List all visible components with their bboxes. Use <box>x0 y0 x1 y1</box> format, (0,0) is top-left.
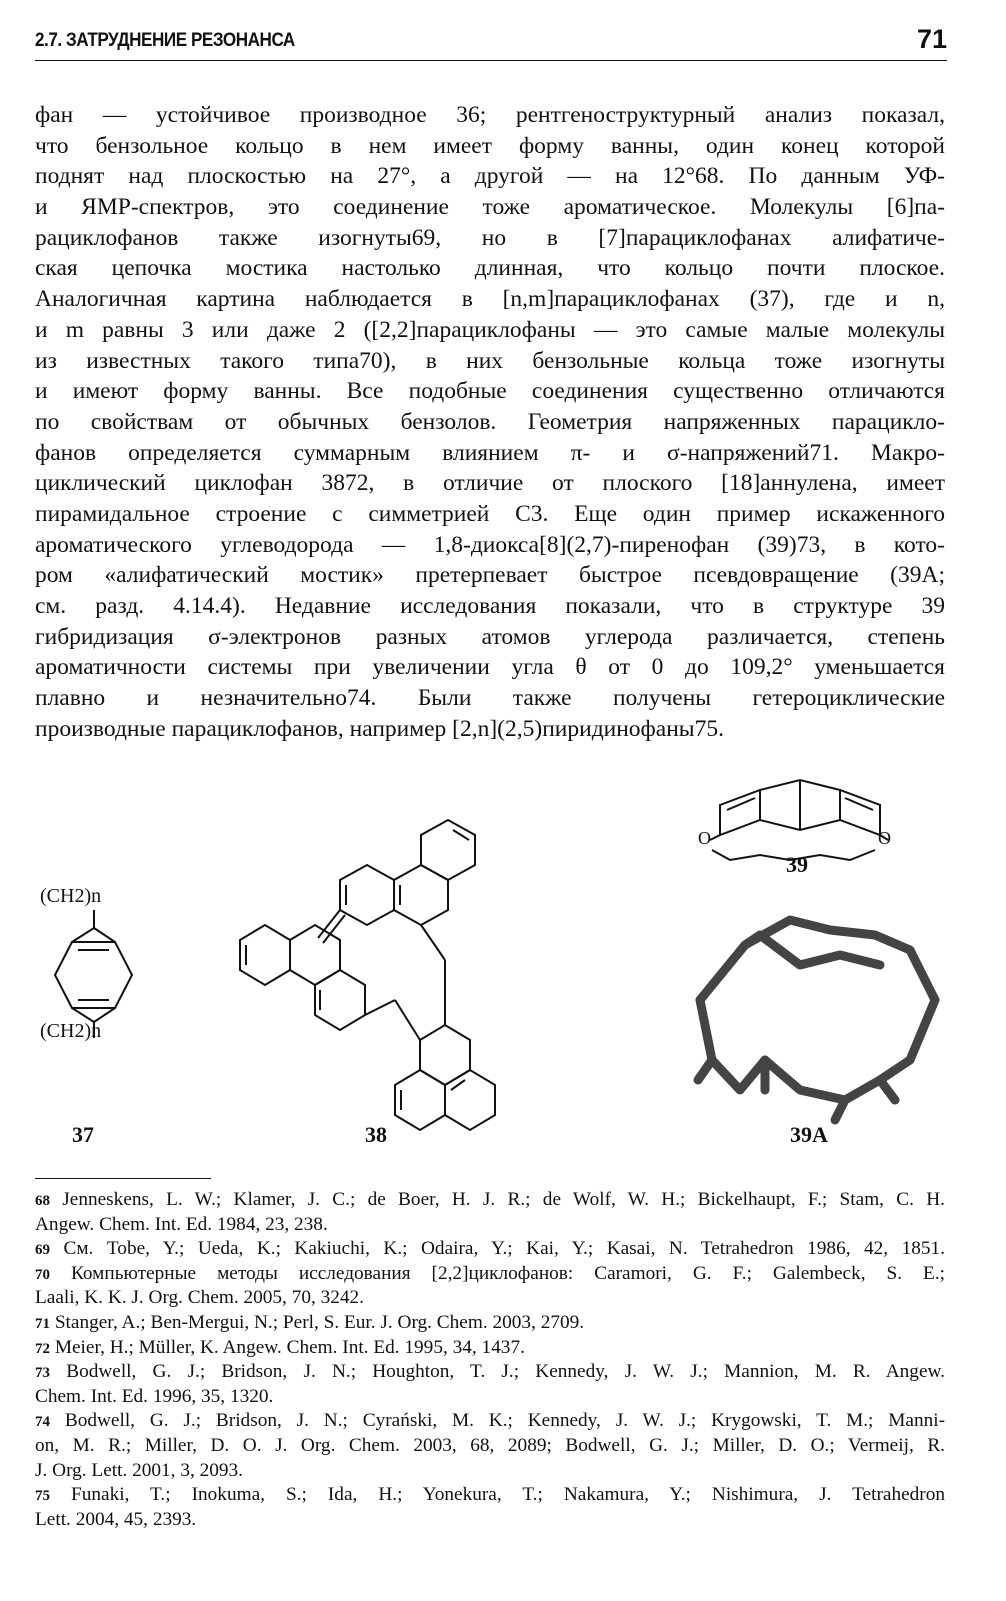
body-line: ароматического углеводорода — 1,8-диокса[8](2,7)-пиренофан (39)73, в кото- <box>35 531 945 558</box>
footnote-line: J. Org. Lett. 2001, 3, 2093. <box>35 1459 243 1481</box>
body-line: и имеют форму ванны. Все подобные соединения существенно отличаются <box>35 378 945 405</box>
body-line: циклический циклофан 3872, в отличие от плоского [18]аннулена, имеет <box>35 470 945 497</box>
footnotes <box>35 1188 945 1532</box>
structure-39 <box>710 780 888 860</box>
label-38: 38 <box>365 1122 387 1147</box>
page-header <box>35 26 947 62</box>
footnote-line: Lett. 2004, 45, 2393. <box>35 1508 197 1530</box>
body-line: и m равны 3 или даже 2 ([2,2]парациклофаны — это самые малые молекулы <box>35 316 945 343</box>
body-line: поднят над плоскостью на 27°, а другой — на 12°68. По данным УФ- <box>35 163 945 190</box>
footnote-line: Laali, K. K. J. Org. Chem. 2005, 70, 3242. <box>35 1287 365 1309</box>
header-rule <box>35 60 947 61</box>
running-title: 2.7. ЗАТРУДНЕНИЕ РЕЗОНАНСА <box>35 30 295 51</box>
body-line: и ЯМР-спектров, это соединение тоже ароматическое. Молекулы [6]па- <box>35 194 945 221</box>
body-line: из известных такого типа70), в них бензольные кольца тоже изогнуты <box>35 347 945 374</box>
structure-39a <box>698 920 935 1120</box>
body-line: Аналогичная картина наблюдается в [n,m]парациклофанах (37), где и n, <box>35 286 945 313</box>
footnote-line: 71 Stanger, A.; Ben-Mergui, N.; Perl, S. Eur. J. Org. Chem. 2003, 2709. <box>35 1311 585 1333</box>
body-line: фан — устойчивое производное 36; рентгеноструктурный анализ показал, <box>35 102 945 128</box>
footnote-line: 74 Bodwell, G. J.; Bridson, J. N.; Cyrański, M. K.; Kennedy, J. W. J.; Krygowski, T. M.; Manni- <box>35 1410 945 1432</box>
body-line: рациклофанов также изогнуты69, но в [7]парациклофанах алифатиче- <box>35 224 945 251</box>
oxygen-left-label: O <box>698 828 711 848</box>
body-line: фанов определяется суммарным влиянием π- и σ-напряжений71. Макро- <box>35 439 945 466</box>
label-39a: 39A <box>790 1122 828 1147</box>
structure-37 <box>55 910 132 1038</box>
body-line: по свойствам от обычных бензолов. Геометрия напряженных парациклo- <box>35 408 945 435</box>
body-text <box>35 100 945 744</box>
body-line: ром «алифатический мостик» претерпевает быстрое псевдовращение (39A; <box>35 562 945 589</box>
page-number: 71 <box>916 24 947 54</box>
figure-area <box>0 760 1006 1160</box>
footnote-line: Chem. Int. Ed. 1996, 35, 1320. <box>35 1385 274 1407</box>
structures-svg <box>0 760 1006 1160</box>
footnote-line: 69 См. Tobe, Y.; Ueda, K.; Kakiuchi, K.; Odaira, Y.; Kai, Y.; Kasai, N. Tetrahedron 1986, 42, 1851. <box>35 1238 945 1260</box>
body-line: плавно и незначительно74. Были также получены гетероциклические <box>35 685 945 712</box>
footnote-line: Angew. Chem. Int. Ed. 1984, 23, 238. <box>35 1213 328 1235</box>
oxygen-right-label: O <box>878 828 891 848</box>
footnote-line: 72 Meier, H.; Müller, K. Angew. Chem. Int. Ed. 1995, 34, 1437. <box>35 1336 525 1358</box>
label-37: 37 <box>72 1122 94 1147</box>
ch2n-top-label: (CH2)n <box>40 885 102 907</box>
body-line: производные парациклофанов, например [2,n](2,5)пиридинофаны75. <box>35 715 724 742</box>
footnote-rule <box>35 1178 211 1179</box>
body-line: пирамидальное строение с симметрией C3. Еще один пример искаженного <box>35 500 945 527</box>
structure-38 <box>240 820 495 1130</box>
label-39: 39 <box>786 852 808 877</box>
body-line: ароматичности системы при увеличении угла θ от 0 до 109,2° уменьшается <box>35 654 945 681</box>
body-line: что бензольное кольцо в нем имеет форму ванны, один конец которой <box>35 132 945 159</box>
footnote-line: 68 Jenneskens, L. W.; Klamer, J. C.; de Boer, H. J. R.; de Wolf, W. H.; Bickelhaupt, F.; Stam, C. H. <box>35 1189 945 1210</box>
footnote-line: 75 Funaki, T.; Inokuma, S.; Ida, H.; Yonekura, T.; Nakamura, Y.; Nishimura, J. Tetrahedron <box>35 1484 945 1506</box>
ch2n-bottom-label: (CH2)n <box>40 1020 102 1042</box>
footnote-line: 70 Компьютерные методы исследования [2,2]циклофанов: Caramori, G. F.; Galembeck, S. E.; <box>35 1262 945 1284</box>
footnote-line: on, M. R.; Miller, D. O. J. Org. Chem. 2003, 68, 2089; Bodwell, G. J.; Miller, D. O.; Vermeij, R. <box>35 1434 945 1456</box>
body-line: ская цепочка мостика настолько длинная, что кольцо почти плоское. <box>35 255 945 282</box>
body-line: см. разд. 4.14.4). Недавние исследования показали, что в структуре 39 <box>35 593 945 619</box>
footnote-line: 73 Bodwell, G. J.; Bridson, J. N.; Houghton, T. J.; Kennedy, J. W. J.; Mannion, M. R. Angew. <box>35 1361 945 1383</box>
body-line: гибридизация σ-электронов разных атомов углерода различается, степень <box>35 623 945 650</box>
